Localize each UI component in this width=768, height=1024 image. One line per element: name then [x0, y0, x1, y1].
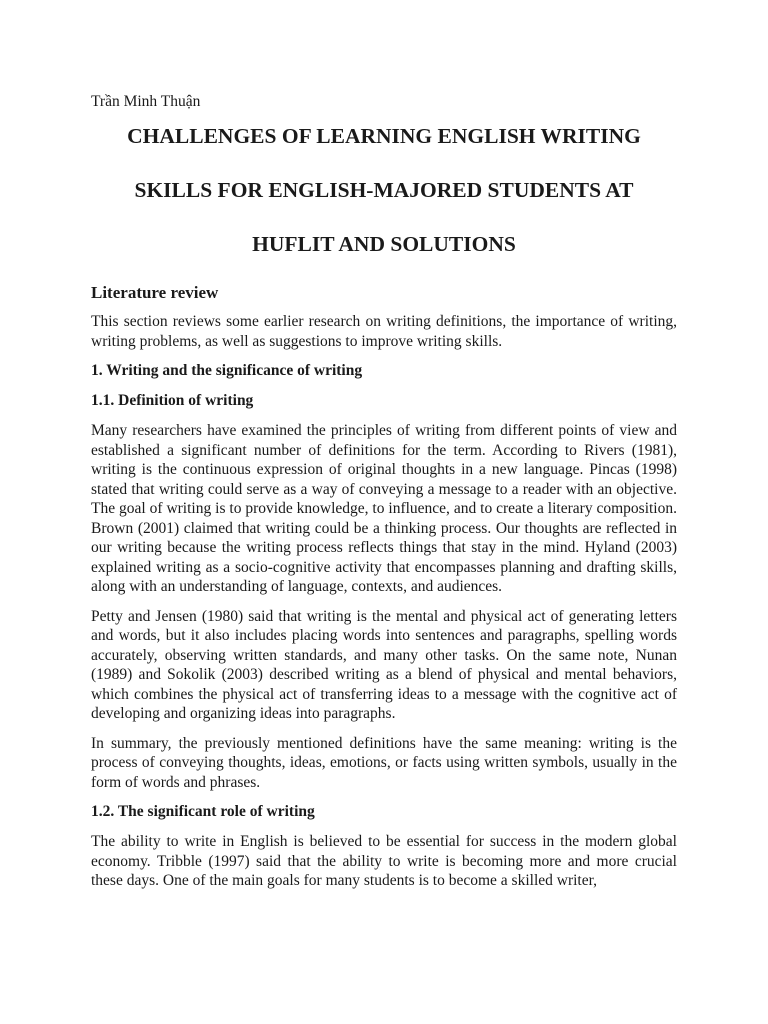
section-1-2-heading: 1.2. The significant role of writing — [91, 803, 315, 820]
section-1-1-heading: 1.1. Definition of writing — [91, 392, 254, 409]
literature-review-intro: This section reviews some earlier research on writing definitions, the importance of writing, writing problems, as well as suggestions to improve writing skills. — [91, 313, 677, 350]
section-1-1-paragraph: In summary, the previously mentioned definitions have the same meaning: writing is the process of conveying thoughts, ideas, emotions, or facts using written symbols, usually in the form of words and phrases. — [91, 734, 677, 791]
section-1-2-paragraph: The ability to write in English is believed to be essential for success in the modern global economy. Tribble (1997) said that the ability to write is becoming more and more crucial these days. One of the main goals for many students is to become a skilled writer, — [91, 833, 677, 889]
title-line-3: HUFLIT AND SOLUTIONS — [252, 232, 516, 256]
section-1-1-paragraph: Petty and Jensen (1980) said that writing is the mental and physical act of generating letters and words, but it also includes placing words into sentences and paragraphs, spelling words accurately, observing written standards, and many other tasks. On the same note, Nunan (1989) and Sokolik (2003) described writing as a blend of physical and mental behaviors, which combines the physical act of transferring ideas to a message with the cognitive act of developing and organizing ideas into paragraphs. — [91, 607, 677, 722]
section-1-1-paragraph: Many researchers have examined the principles of writing from different points of view and established a significant number of definitions for the term. According to Rivers (1981), writing is the continuous expression of original thoughts in a new language. Pincas (1998) stated that writing could serve as a way of conveying a message to a reader with an objective. The goal of writing is to provide knowledge, to influence, and to create a literary composition. Brown (2001) claimed that writing could be a thinking process. Our thoughts are reflected in our writing because the writing process reflects things that stay in the mind. Hyland (2003) explained writing as a socio-cognitive activity that encompasses planning and drafting skills, along with an understanding of language, contexts, and audiences. — [91, 422, 677, 595]
title-line-2: SKILLS FOR ENGLISH-MAJORED STUDENTS AT — [134, 178, 634, 202]
literature-review-heading: Literature review — [91, 283, 219, 302]
document-page — [91, 92, 677, 891]
title-line-1: CHALLENGES OF LEARNING ENGLISH WRITING — [127, 124, 641, 148]
section-1-heading: 1. Writing and the significance of writing — [91, 362, 363, 379]
author-name: Trần Minh Thuận — [91, 93, 201, 110]
